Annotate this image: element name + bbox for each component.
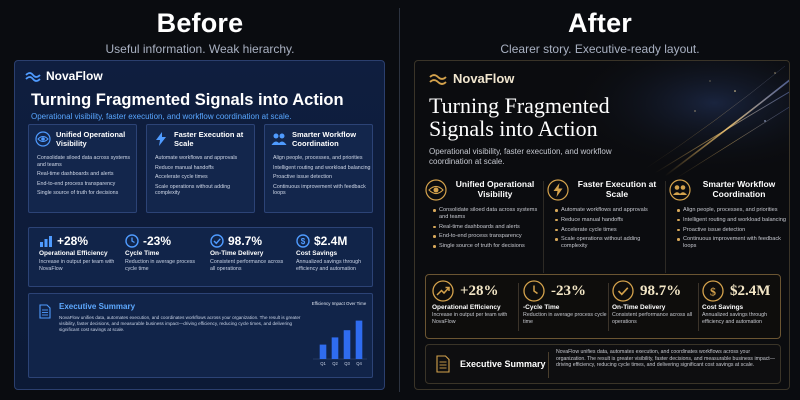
trend-up-icon xyxy=(432,280,454,302)
after-feature-card xyxy=(669,179,787,277)
after-subtitle: Operational visibility, faster execution, and workflow coordination at scale. xyxy=(429,147,612,166)
metric-desc: Annualized savings through efficiency and automation xyxy=(702,312,768,325)
chart-bar xyxy=(332,337,339,359)
feature-bullet: Continuous improvement with feedback loops xyxy=(677,236,787,250)
executive-divider xyxy=(548,352,549,378)
feature-bullet: Real-time dashboards and alerts xyxy=(37,171,114,178)
clock-icon xyxy=(125,234,139,248)
document-icon xyxy=(436,355,450,373)
svg-text:$: $ xyxy=(710,284,716,299)
after-metrics-strip xyxy=(425,274,781,339)
before-subtitle: Operational visibility, faster execution, and workflow coordination at scale. xyxy=(31,112,292,121)
feature-bullet: Intelligent routing and workload balancing xyxy=(273,164,371,171)
bar-chart-icon xyxy=(39,234,53,248)
feature-title: Smarter Workflow Coordination xyxy=(702,179,776,199)
feature-bullet: End-to-end process transparency xyxy=(433,233,543,240)
metric-desc: Reduction in average process cycle time xyxy=(523,312,607,325)
metric-desc: Consistent performance across all operations xyxy=(612,312,693,325)
metric-card xyxy=(432,280,518,336)
lightning-icon xyxy=(547,179,569,201)
before-metrics-strip xyxy=(28,227,373,287)
before-brand xyxy=(25,69,103,83)
feature-title: Unified Operational Visibility xyxy=(455,179,535,199)
chart-tick-label: Q3 xyxy=(344,361,350,366)
before-title: Turning Fragmented Signals into Action xyxy=(31,91,344,109)
people-icon xyxy=(669,179,691,201)
metric-desc: Increase in output per team with NovaFlow xyxy=(432,312,508,325)
before-feature-card xyxy=(264,124,373,213)
efficiency-chart xyxy=(309,299,369,375)
feature-bullet: Reduce manual handoffs xyxy=(155,164,214,171)
metric-card xyxy=(210,234,296,284)
chart-tick-label: Q2 xyxy=(332,361,338,366)
center-divider xyxy=(399,8,400,392)
check-circle-icon xyxy=(612,280,634,302)
metric-value: $2.4M xyxy=(314,234,348,248)
lightning-icon xyxy=(153,131,169,147)
before-subheading: Useful information. Weak hierarchy. xyxy=(105,42,295,56)
feature-bullet: Continuous improvement with feedback loops xyxy=(273,183,366,197)
metric-divider xyxy=(518,283,519,331)
people-icon xyxy=(271,131,287,147)
metric-label: Cost Savings xyxy=(296,250,338,257)
eye-icon xyxy=(425,179,447,201)
after-title: Turning Fragmented Signals into Action xyxy=(429,93,610,141)
after-executive-summary xyxy=(425,344,781,384)
metric-value: -23% xyxy=(143,234,172,248)
after-slide xyxy=(414,60,790,390)
svg-text:$: $ xyxy=(300,237,306,246)
feature-bullet: Accelerate cycle times xyxy=(555,227,665,234)
feature-bullet: Single source of truth for decisions xyxy=(433,243,543,250)
feature-bullet: Proactive issue detection xyxy=(273,174,332,181)
before-slide xyxy=(14,60,385,390)
before-heading: Before xyxy=(156,8,244,38)
metric-value: 98.7% xyxy=(228,234,263,248)
metric-value: 98.7% xyxy=(640,282,682,299)
metric-label: -Cycle Time xyxy=(523,304,560,311)
brand-name: NovaFlow xyxy=(46,69,103,83)
feature-bullet: Align people, processes, and priorities xyxy=(273,155,363,161)
feature-bullet: Real-time dashboards and alerts xyxy=(433,224,543,231)
executive-summary-title: Executive Summary xyxy=(460,359,546,369)
metric-card xyxy=(702,280,788,336)
metric-label: Operational Efficiency xyxy=(39,250,108,257)
after-heading: After xyxy=(567,8,632,38)
metric-divider xyxy=(698,283,699,331)
executive-summary-title: Executive Summary xyxy=(59,302,136,311)
before-header xyxy=(0,0,400,58)
after-brand xyxy=(429,71,514,86)
metric-label: Cycle Time xyxy=(125,250,160,257)
feature-bullet: Proactive issue detection xyxy=(677,227,787,234)
feature-bullet: Align people, processes, and priorities xyxy=(677,207,787,214)
feature-title: Faster Execution at Scale xyxy=(174,130,244,148)
metric-label: Cost Savings xyxy=(702,304,744,311)
before-executive-summary xyxy=(28,293,373,378)
novaflow-logo-icon xyxy=(429,72,447,85)
clock-icon xyxy=(523,280,545,302)
feature-bullet: End-to-end process transparency xyxy=(37,180,116,187)
feature-bullet: Intelligent routing and workload balancing xyxy=(677,217,787,224)
dollar-icon xyxy=(702,280,724,302)
brand-name: NovaFlow xyxy=(453,71,515,86)
chart-tick-label: Q4 xyxy=(356,361,362,366)
chart-bar xyxy=(356,321,363,359)
chart-bar xyxy=(344,330,351,359)
feature-bullet: Automate workflows and approvals xyxy=(555,207,665,214)
after-header xyxy=(400,0,800,58)
metric-label: On-Time Delivery xyxy=(210,250,264,257)
feature-bullet: Single source of truth for decisions xyxy=(37,190,119,197)
metric-card xyxy=(612,280,698,336)
metric-desc: Consistent performance across all operations xyxy=(210,259,284,272)
feature-bullet: Consolidate siloed data across systems and teams xyxy=(37,155,131,168)
feature-title: Unified Operational Visibility xyxy=(56,130,126,148)
after-feature-card xyxy=(425,179,543,277)
executive-summary-text: NovaFlow unifies data, automates execution, and coordinates workflows across your organization. The result is greater visibility, faster decisions, and measurable business impact—driving efficiency, reducing cycle times, and delivering significant cost savings at scale. xyxy=(556,349,775,369)
dollar-icon xyxy=(296,234,310,248)
chart-bar xyxy=(320,345,327,359)
novaflow-logo-icon xyxy=(25,70,41,82)
metric-value: $2.4M xyxy=(730,282,771,299)
metric-desc: Annualized savings through efficiency and automation xyxy=(296,259,362,272)
executive-summary-text: NovaFlow unifies data, automates execution, and coordinates workflows across your organization. The result is greater visibility, faster decisions, and measurable business impact—driving efficiency, reducing cycle times, and delivering significant cost savings at scale. xyxy=(59,315,301,333)
after-subheading: Clearer story. Executive-ready layout. xyxy=(500,42,700,56)
feature-bullet: Automate workflows and approvals xyxy=(155,155,238,161)
metric-divider xyxy=(608,283,609,331)
metric-value: -23% xyxy=(551,282,586,299)
feature-divider xyxy=(665,181,666,273)
before-feature-card xyxy=(28,124,137,213)
metric-value: +28% xyxy=(460,282,499,299)
metric-card xyxy=(39,234,125,284)
feature-bullet: Accelerate cycle times xyxy=(155,174,208,181)
metric-desc: Increase in output per team with NovaFlow xyxy=(39,259,115,272)
metric-card xyxy=(523,280,609,336)
before-feature-card xyxy=(146,124,255,213)
after-feature-card xyxy=(547,179,665,277)
chart-title: Efficiency Impact Over Time xyxy=(311,301,367,306)
metric-card xyxy=(296,234,382,284)
check-circle-icon xyxy=(210,234,224,248)
metric-desc: Reduction in average process cycle time xyxy=(125,259,196,272)
chart-tick-label: Q1 xyxy=(320,361,326,366)
feature-bullet: Scale operations without adding complexity xyxy=(555,236,665,250)
feature-divider xyxy=(543,181,544,273)
metric-label: On-Time Delivery xyxy=(612,304,666,311)
metric-label: Operational Efficiency xyxy=(432,304,501,311)
feature-bullet: Consolidate siloed data across systems and teams xyxy=(433,207,543,221)
feature-bullet: Reduce manual handoffs xyxy=(555,217,665,224)
feature-bullet: Scale operations without adding complexity xyxy=(155,183,231,197)
document-icon xyxy=(39,304,51,319)
metric-card xyxy=(125,234,211,284)
feature-title: Smarter Workflow Coordination xyxy=(292,130,357,148)
feature-title: Faster Execution at Scale xyxy=(577,179,657,199)
eye-icon xyxy=(35,131,51,147)
metric-value: +28% xyxy=(57,234,89,248)
